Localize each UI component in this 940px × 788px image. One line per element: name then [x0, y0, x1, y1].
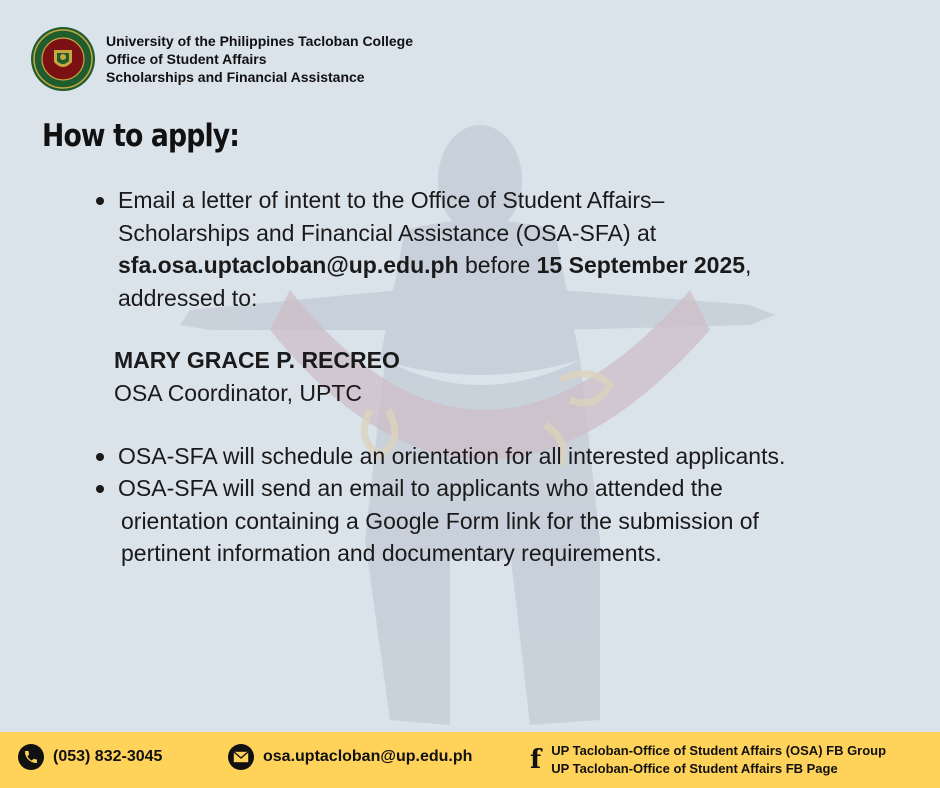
list-item	[96, 440, 785, 473]
bullet-line: orientation containing a Google Form link for the submission of	[121, 507, 759, 534]
list-item	[96, 472, 759, 570]
bullet-punctuation: ,	[745, 252, 752, 278]
university-seal-icon	[30, 26, 96, 92]
header	[30, 26, 413, 92]
bullet-dot	[96, 197, 104, 205]
list-item	[96, 184, 751, 314]
office-name: Office of Student Affairs	[106, 51, 267, 67]
footer-facebook	[530, 742, 886, 778]
bullet-dot	[96, 453, 104, 461]
bullet-connector: before	[458, 252, 537, 278]
bullet-dot	[96, 485, 104, 493]
facebook-icon: f	[530, 745, 542, 775]
footer	[0, 732, 940, 788]
envelope-icon	[228, 744, 254, 770]
bullet-line: addressed to:	[118, 284, 258, 311]
unit-name: Scholarships and Financial Assistance	[106, 69, 365, 85]
bullet-line: pertinent information and documentary requirements.	[121, 540, 662, 566]
fb-group-link[interactable]: UP Tacloban-Office of Student Affairs (OSA) FB Group	[551, 743, 887, 758]
footer-phone	[18, 744, 162, 770]
fb-page-link[interactable]: UP Tacloban-Office of Student Affairs FB Page	[551, 761, 838, 776]
bullet-line: Scholarships and Financial Assistance (OSA-SFA) at	[118, 219, 657, 246]
application-email: sfa.osa.uptacloban@up.edu.ph	[118, 252, 459, 278]
addressee-name: MARY GRACE P. RECREO	[114, 347, 400, 373]
bullet-line: OSA-SFA will schedule an orientation for all interested applicants.	[118, 443, 786, 469]
bullet-line: OSA-SFA will send an email to applicants who attended the	[118, 475, 723, 501]
footer-email	[228, 744, 472, 770]
phone-number: (053) 832-3045	[53, 748, 163, 765]
bullet-line	[118, 249, 751, 282]
bullet-line: Email a letter of intent to the Office of Student Affairs–	[118, 187, 665, 213]
email-address[interactable]: osa.uptacloban@up.edu.ph	[263, 748, 473, 765]
page-title: How to apply:	[42, 118, 240, 154]
deadline: 15 September 2025	[536, 252, 746, 278]
college-name: University of the Philippines Tacloban College	[106, 33, 414, 49]
addressee-role: OSA Coordinator, UPTC	[114, 380, 362, 406]
addressee-block	[114, 344, 400, 410]
phone-icon	[18, 744, 44, 770]
